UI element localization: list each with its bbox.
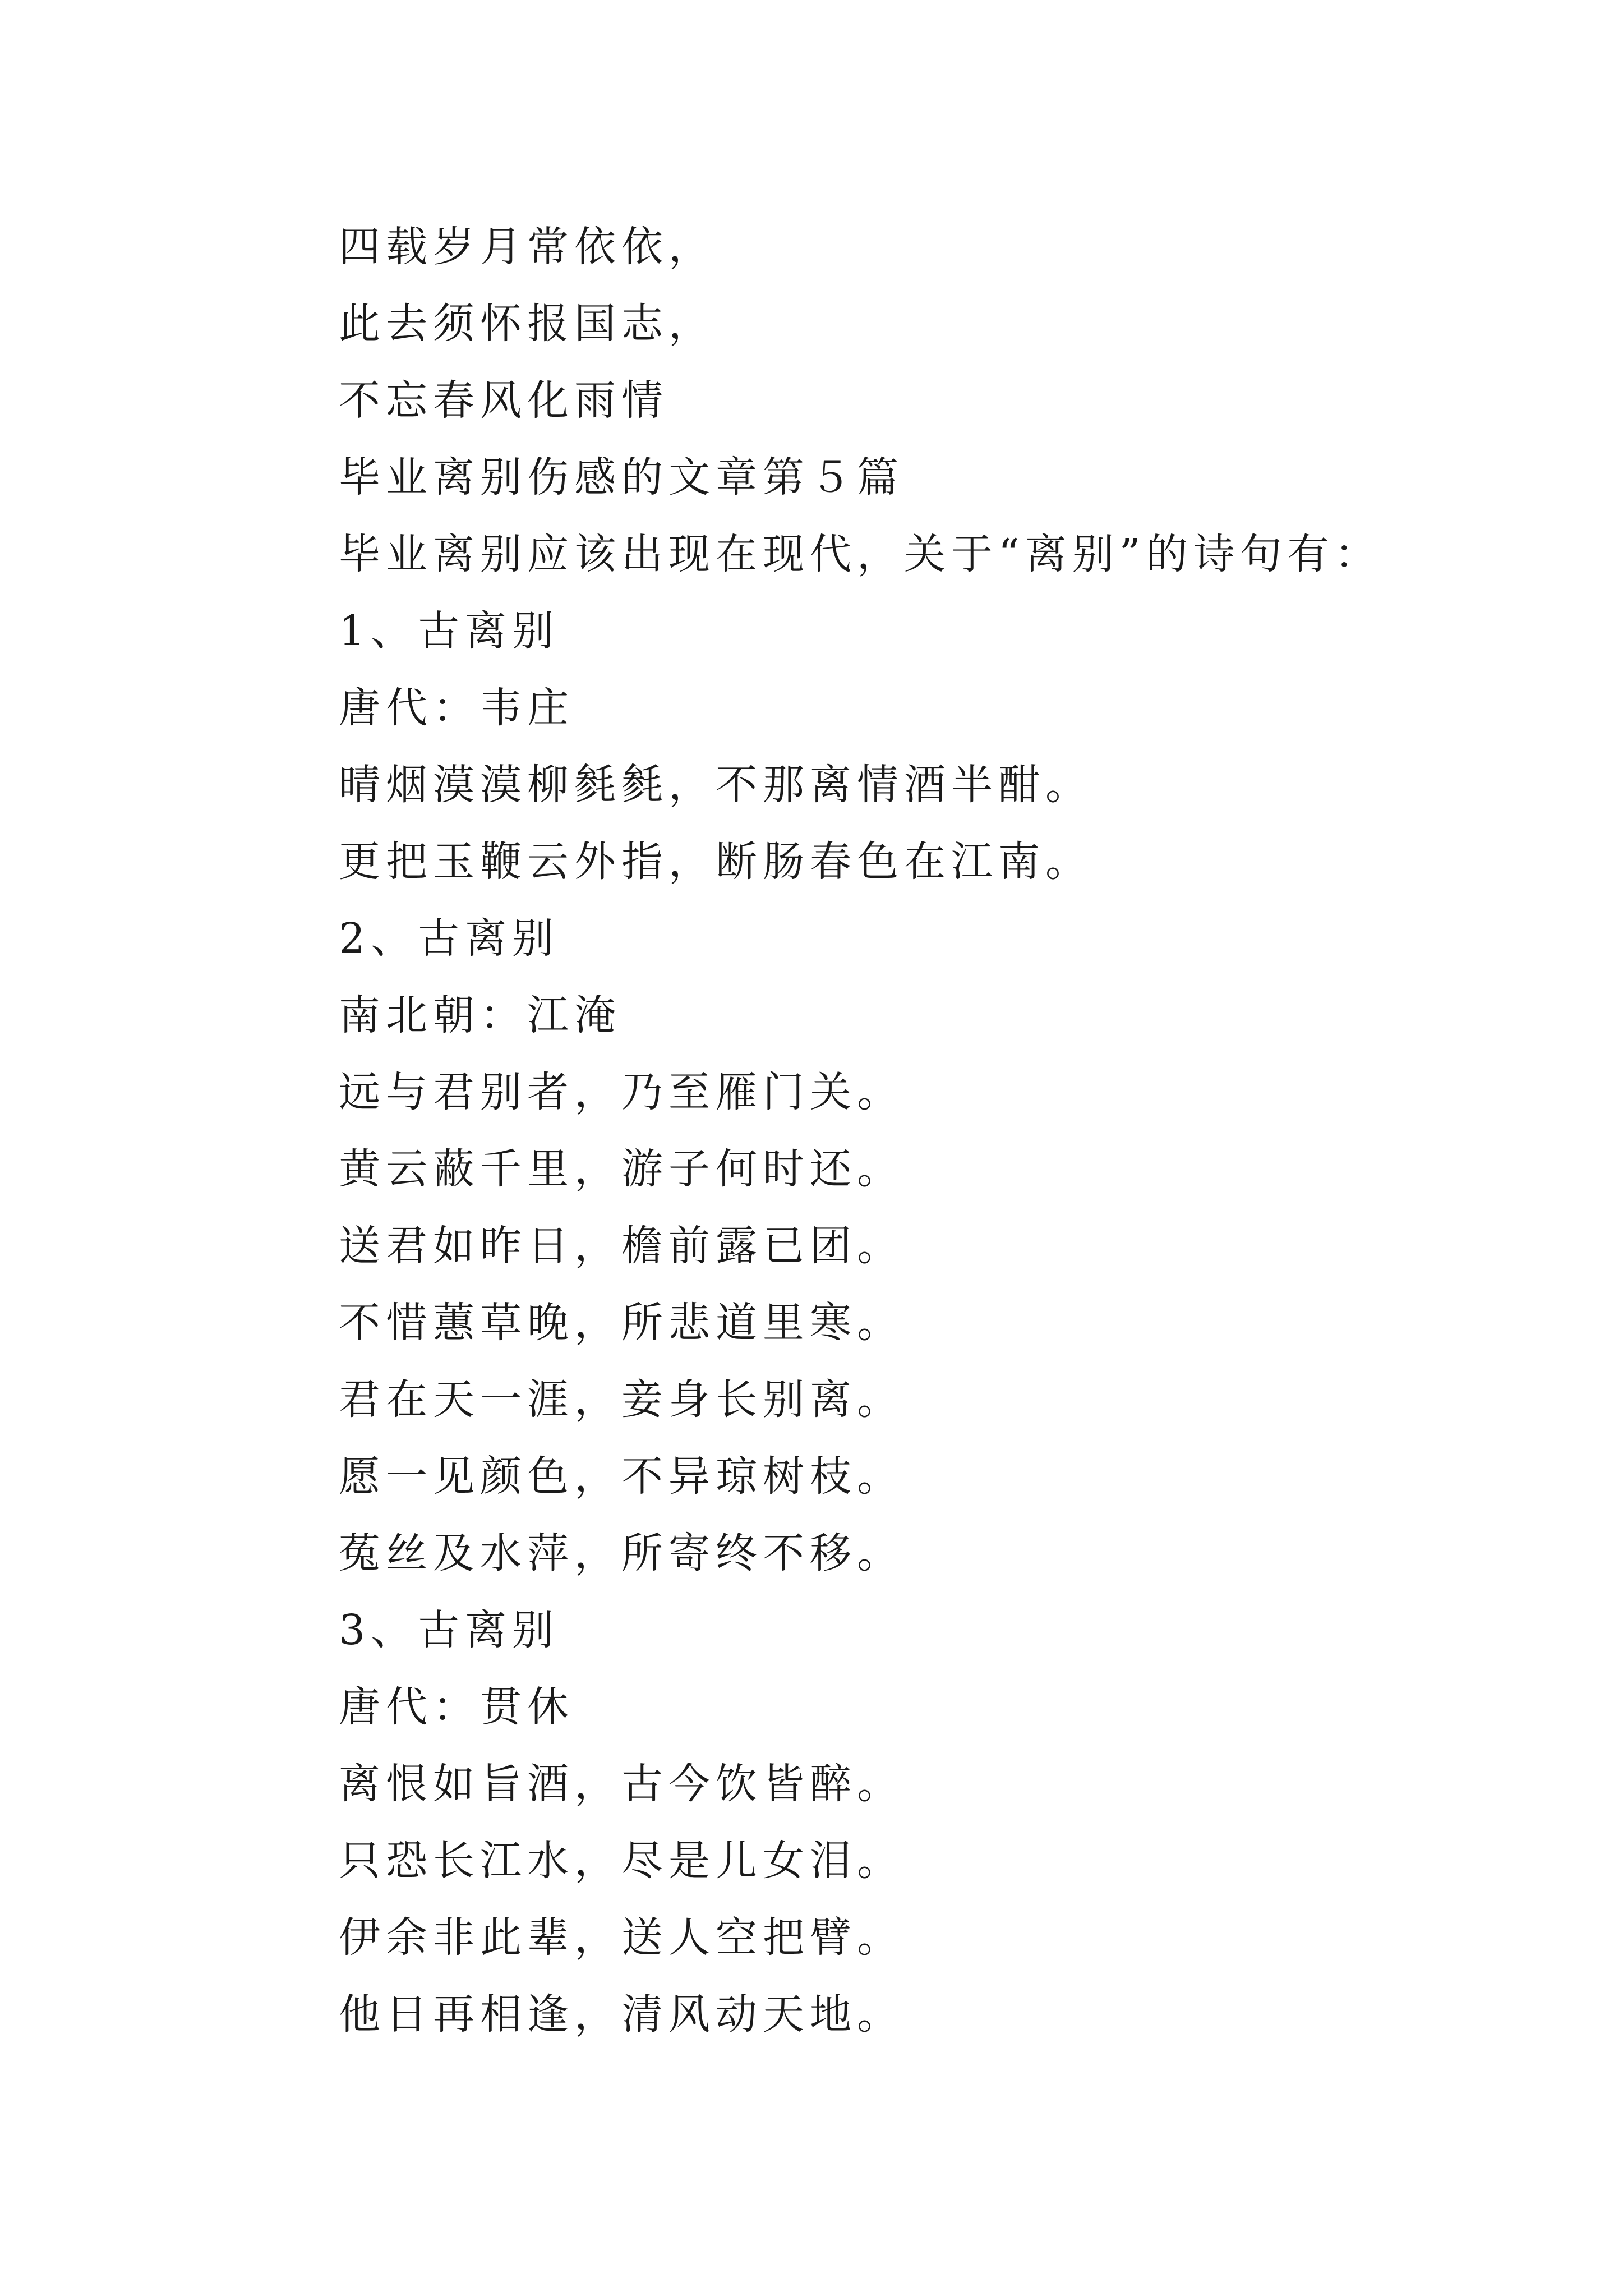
poem-line: 菟丝及水萍，所寄终不移。 (339, 1529, 904, 1577)
document-body (339, 0, 1544, 2296)
poem-line: 晴烟漠漠柳毵毵，不那离情酒半酣。 (339, 761, 1092, 809)
poem-author: 唐代：韦庄 (339, 684, 574, 732)
poem-line: 送君如昨日，檐前露已团。 (339, 1222, 904, 1270)
poem-title: 3、古离别 (339, 1606, 560, 1654)
poem-line: 伊余非此辈，送人空把臂。 (339, 1913, 904, 1962)
poem-line: 愿一见颜色，不异琼树枝。 (339, 1452, 904, 1501)
text-line: 此去须怀报国志， (339, 300, 716, 348)
poem-title: 1、古离别 (339, 607, 560, 655)
poem-author: 南北朝：江淹 (339, 991, 621, 1039)
poem-line: 更把玉鞭云外指，断肠春色在江南。 (339, 838, 1092, 886)
text-line: 不忘春风化雨情 (339, 376, 668, 425)
poem-line: 君在天一涯，妾身长别离。 (339, 1375, 904, 1424)
poem-line: 不惜蕙草晚，所悲道里寒。 (339, 1299, 904, 1347)
text-line: 毕业离别应该出现在现代，关于“离别”的诗句有： (339, 530, 1382, 578)
poem-line: 他日再相逢，清风动天地。 (339, 1990, 904, 2039)
poem-line: 离恨如旨酒，古今饮皆醉。 (339, 1760, 904, 1808)
text-line: 四载岁月常依依， (339, 223, 716, 271)
poem-line: 黄云蔽千里，游子何时还。 (339, 1145, 904, 1193)
poem-author: 唐代：贯休 (339, 1683, 574, 1731)
poem-title: 2、古离别 (339, 914, 560, 963)
section-heading: 毕业离别伤感的文章第５篇 (339, 453, 904, 501)
poem-line: 只恐长江水，尽是儿女泪。 (339, 1837, 904, 1885)
poem-line: 远与君别者，乃至雁门关。 (339, 1068, 904, 1116)
